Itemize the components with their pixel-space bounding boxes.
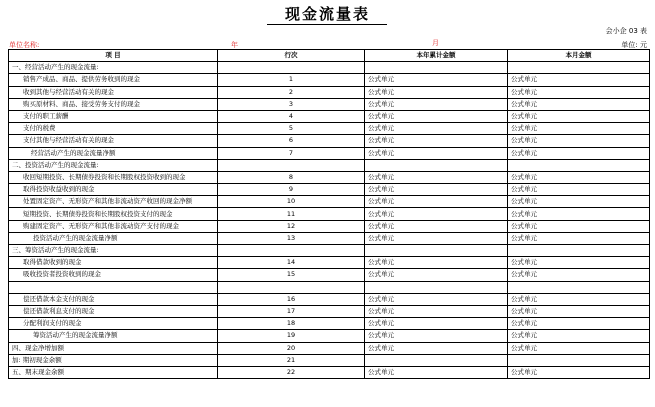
ytd-amount-cell[interactable]: 公式单元	[365, 86, 508, 98]
item-cell[interactable]: 三、筹资活动产生的现金流量:	[9, 245, 218, 257]
ytd-amount-cell[interactable]	[365, 62, 508, 74]
table-row	[9, 257, 650, 269]
item-cell[interactable]: 支付其他与经营活动有关的现金	[9, 135, 218, 147]
item-cell[interactable]: 经营活动产生的现金流量净额	[9, 147, 218, 159]
title-underline	[267, 24, 387, 25]
table-row	[9, 220, 650, 232]
ytd-amount-cell[interactable]: 公式单元	[365, 110, 508, 122]
line-number-cell[interactable]: 1	[218, 74, 365, 86]
table-row	[9, 62, 650, 74]
item-cell[interactable]: 偿还借款本金支付的现金	[9, 293, 218, 305]
form-number: 会小企 03 表	[605, 27, 647, 35]
line-number-cell[interactable]: 3	[218, 98, 365, 110]
ytd-amount-cell[interactable]: 公式单元	[365, 342, 508, 354]
item-cell[interactable]: 二、投资活动产生的现金流量:	[9, 159, 218, 171]
item-cell[interactable]: 吸收投资者投资收到的现金	[9, 269, 218, 281]
item-cell[interactable]: 加: 期初现金余额	[9, 354, 218, 366]
table-row	[9, 98, 650, 110]
month-amount-cell[interactable]	[508, 62, 650, 74]
ytd-amount-cell[interactable]	[365, 245, 508, 257]
month-amount-cell[interactable]	[508, 245, 650, 257]
table-row	[9, 74, 650, 86]
item-cell[interactable]: 取得借款收到的现金	[9, 257, 218, 269]
ytd-amount-cell[interactable]: 公式单元	[365, 257, 508, 269]
item-cell[interactable]: 收到其他与经营活动有关的现金	[9, 86, 218, 98]
line-number-cell[interactable]: 11	[218, 208, 365, 220]
ytd-amount-cell[interactable]: 公式单元	[365, 318, 508, 330]
month-amount-cell[interactable]: 公式单元	[508, 171, 650, 183]
month-amount-cell[interactable]: 公式单元	[508, 135, 650, 147]
line-number-cell[interactable]: 10	[218, 196, 365, 208]
month-amount-cell[interactable]	[508, 281, 650, 293]
month-amount-cell[interactable]: 公式单元	[508, 147, 650, 159]
month-amount-cell[interactable]: 公式单元	[508, 366, 650, 378]
item-cell[interactable]: 偿还借款利息支付的现金	[9, 305, 218, 317]
item-cell[interactable]	[9, 281, 218, 293]
month-amount-cell[interactable]: 公式单元	[508, 293, 650, 305]
item-cell[interactable]: 四、现金净增加额	[9, 342, 218, 354]
item-cell[interactable]: 筹资活动产生的现金流量净额	[9, 330, 218, 342]
table-header-row	[9, 50, 650, 62]
line-number-cell[interactable]: 19	[218, 330, 365, 342]
line-number-cell[interactable]: 8	[218, 171, 365, 183]
table-row	[9, 184, 650, 196]
line-number-cell[interactable]: 16	[218, 293, 365, 305]
item-cell[interactable]: 销售产成品、商品、提供劳务收到的现金	[9, 74, 218, 86]
line-number-cell[interactable]	[218, 62, 365, 74]
line-number-cell[interactable]: 17	[218, 305, 365, 317]
item-cell[interactable]: 处置固定资产、无形资产和其他非流动资产收回的现金净额	[9, 196, 218, 208]
table-row	[9, 342, 650, 354]
table-row	[9, 305, 650, 317]
item-cell[interactable]: 五、期末现金余额	[9, 366, 218, 378]
column-header-line: 行次	[218, 50, 365, 62]
ytd-amount-cell[interactable]: 公式单元	[365, 147, 508, 159]
line-number-cell[interactable]: 4	[218, 110, 365, 122]
table-row	[9, 159, 650, 171]
item-cell[interactable]: 收回短期投资、长期债券投资和长期股权投资收到的现金	[9, 171, 218, 183]
month-amount-cell[interactable]: 公式单元	[508, 305, 650, 317]
item-cell[interactable]: 购买原材料、商品、接受劳务支付的现金	[9, 98, 218, 110]
line-number-cell[interactable]: 9	[218, 184, 365, 196]
table-row	[9, 245, 650, 257]
ytd-amount-cell[interactable]: 公式单元	[365, 123, 508, 135]
ytd-amount-cell[interactable]	[365, 354, 508, 366]
line-number-cell[interactable]	[218, 245, 365, 257]
ytd-amount-cell[interactable]: 公式单元	[365, 74, 508, 86]
table-row	[9, 171, 650, 183]
month-amount-cell[interactable]: 公式单元	[508, 208, 650, 220]
month-amount-cell[interactable]: 公式单元	[508, 342, 650, 354]
item-cell[interactable]: 分配利润支付的现金	[9, 318, 218, 330]
table-row	[9, 232, 650, 244]
ytd-amount-cell[interactable]: 公式单元	[365, 135, 508, 147]
line-number-cell[interactable]: 2	[218, 86, 365, 98]
ytd-amount-cell[interactable]: 公式单元	[365, 208, 508, 220]
table-row	[9, 330, 650, 342]
column-header-ytd: 本年累计金额	[365, 50, 508, 62]
line-number-cell[interactable]	[218, 159, 365, 171]
ytd-amount-cell[interactable]: 公式单元	[365, 330, 508, 342]
line-number-cell[interactable]: 7	[218, 147, 365, 159]
item-cell[interactable]: 短期投资、长期债券投资和长期股权投资支付的现金	[9, 208, 218, 220]
month-amount-cell[interactable]: 公式单元	[508, 232, 650, 244]
month-amount-cell[interactable]: 公式单元	[508, 86, 650, 98]
ytd-amount-cell[interactable]	[365, 281, 508, 293]
month-amount-cell[interactable]: 公式单元	[508, 220, 650, 232]
month-label[interactable]: 月	[432, 39, 439, 47]
month-amount-cell[interactable]: 公式单元	[508, 98, 650, 110]
ytd-amount-cell[interactable]: 公式单元	[365, 98, 508, 110]
cash-flow-table	[8, 49, 650, 379]
table-row	[9, 269, 650, 281]
table-row	[9, 135, 650, 147]
ytd-amount-cell[interactable]: 公式单元	[365, 293, 508, 305]
item-cell[interactable]: 支付的职工薪酬	[9, 110, 218, 122]
column-header-item: 项 目	[9, 50, 218, 62]
month-amount-cell[interactable]	[508, 159, 650, 171]
ytd-amount-cell[interactable]: 公式单元	[365, 196, 508, 208]
line-number-cell[interactable]: 13	[218, 232, 365, 244]
ytd-amount-cell[interactable]: 公式单元	[365, 305, 508, 317]
line-number-cell[interactable]: 22	[218, 366, 365, 378]
table-row	[9, 123, 650, 135]
table-row	[9, 208, 650, 220]
line-number-cell[interactable]: 6	[218, 135, 365, 147]
month-amount-cell[interactable]: 公式单元	[508, 74, 650, 86]
item-cell[interactable]: 一、经营活动产生的现金流量:	[9, 62, 218, 74]
ytd-amount-cell[interactable]: 公式单元	[365, 184, 508, 196]
item-cell[interactable]: 支付的税费	[9, 123, 218, 135]
line-number-cell[interactable]: 14	[218, 257, 365, 269]
ytd-amount-cell[interactable]: 公式单元	[365, 366, 508, 378]
table-row	[9, 354, 650, 366]
page-title: 现金流量表	[284, 5, 370, 23]
ytd-amount-cell[interactable]: 公式单元	[365, 269, 508, 281]
month-amount-cell[interactable]	[508, 354, 650, 366]
table-row	[9, 196, 650, 208]
table-row	[9, 281, 650, 293]
month-amount-cell[interactable]: 公式单元	[508, 330, 650, 342]
table-row	[9, 86, 650, 98]
year-label[interactable]: 年	[231, 41, 238, 49]
column-header-month: 本月金额	[508, 50, 650, 62]
line-number-cell[interactable]: 18	[218, 318, 365, 330]
item-cell[interactable]: 取得投资收益收到的现金	[9, 184, 218, 196]
item-cell[interactable]: 投资活动产生的现金流量净额	[9, 232, 218, 244]
month-amount-cell[interactable]: 公式单元	[508, 196, 650, 208]
month-amount-cell[interactable]: 公式单元	[508, 318, 650, 330]
table-row	[9, 318, 650, 330]
unit-name-label[interactable]: 单位名称:	[9, 41, 40, 49]
ytd-amount-cell[interactable]: 公式单元	[365, 232, 508, 244]
month-amount-cell[interactable]: 公式单元	[508, 110, 650, 122]
line-number-cell[interactable]: 15	[218, 269, 365, 281]
table-row	[9, 147, 650, 159]
currency-unit: 单位: 元	[621, 41, 647, 49]
ytd-amount-cell[interactable]: 公式单元	[365, 220, 508, 232]
item-cell[interactable]: 购建固定资产、无形资产和其他非流动资产支付的现金	[9, 220, 218, 232]
table-row	[9, 366, 650, 378]
ytd-amount-cell[interactable]: 公式单元	[365, 171, 508, 183]
ytd-amount-cell[interactable]	[365, 159, 508, 171]
line-number-cell[interactable]	[218, 281, 365, 293]
line-number-cell[interactable]: 12	[218, 220, 365, 232]
table-row	[9, 293, 650, 305]
line-number-cell[interactable]: 5	[218, 123, 365, 135]
month-amount-cell[interactable]: 公式单元	[508, 184, 650, 196]
month-amount-cell[interactable]: 公式单元	[508, 123, 650, 135]
month-amount-cell[interactable]: 公式单元	[508, 257, 650, 269]
table-row	[9, 110, 650, 122]
line-number-cell[interactable]: 21	[218, 354, 365, 366]
line-number-cell[interactable]: 20	[218, 342, 365, 354]
month-amount-cell[interactable]: 公式单元	[508, 269, 650, 281]
